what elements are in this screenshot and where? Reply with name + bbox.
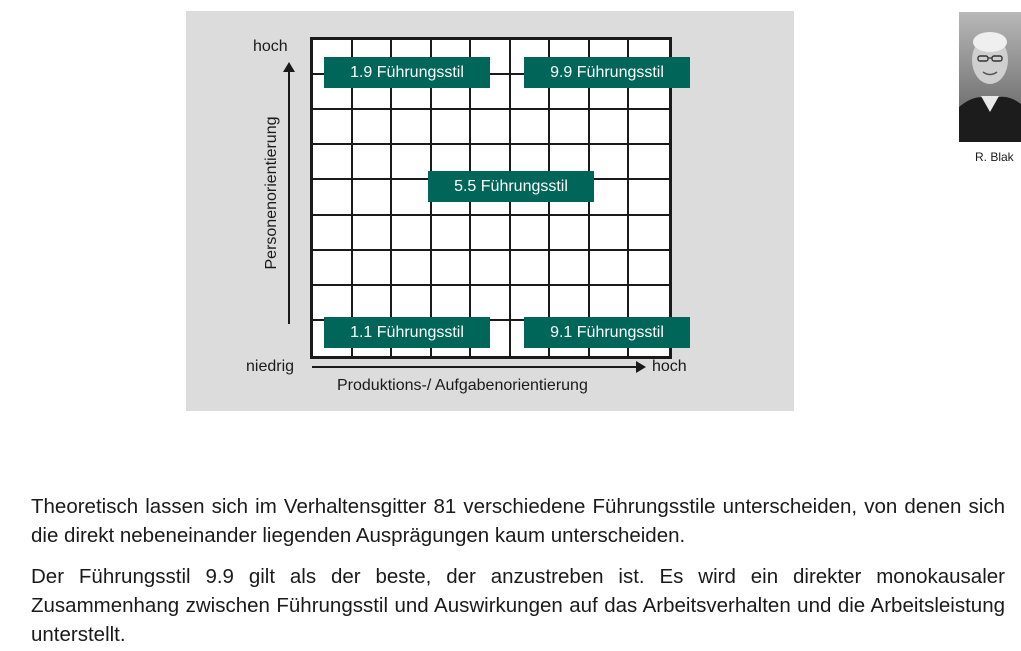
grid-cell (511, 286, 551, 321)
grid-cell (511, 110, 551, 145)
grid-cell (550, 110, 590, 145)
x-axis-title: Produktions-/ Aufgabenorientierung (337, 377, 588, 394)
portrait-photo (959, 12, 1021, 142)
grid-cell (629, 251, 669, 286)
grid-cell (353, 145, 393, 180)
grid-cell (313, 110, 353, 145)
grid-cell (313, 216, 353, 251)
grid-cell (353, 180, 393, 215)
grid-cell (590, 110, 630, 145)
style-box-1-1: 1.1 Führungsstil (324, 317, 490, 348)
grid-cell (392, 110, 432, 145)
grid-cell (432, 286, 472, 321)
grid-cell (629, 110, 669, 145)
grid-cell (590, 251, 630, 286)
grid-cell (392, 216, 432, 251)
grid-cell (432, 110, 472, 145)
grid-cell (353, 216, 393, 251)
style-box-1-9: 1.9 Führungsstil (324, 57, 490, 88)
grid-cell (313, 180, 353, 215)
grid-cell (353, 110, 393, 145)
grid-cell (392, 145, 432, 180)
grid-cell (511, 251, 551, 286)
grid-cell (471, 251, 511, 286)
grid-cell (590, 180, 630, 215)
x-axis-high-label: hoch (652, 358, 687, 375)
grid-cell (471, 110, 511, 145)
grid-cell (471, 286, 511, 321)
grid-cell (432, 251, 472, 286)
y-axis-title: Personenorientierung (263, 116, 280, 270)
grid-cell (392, 251, 432, 286)
grid-cell (629, 145, 669, 180)
grid-cell (629, 216, 669, 251)
style-box-9-1: 9.1 Führungsstil (524, 317, 690, 348)
grid-cell (629, 180, 669, 215)
y-axis-line (288, 70, 290, 324)
grid-cell (313, 251, 353, 286)
grid-cell (432, 216, 472, 251)
grid-cell (590, 216, 630, 251)
grid-cell (313, 286, 353, 321)
paragraph-2: Der Führungsstil 9.9 gilt als der beste, der anzustreben ist. Es wird ein direkter monokausaler Zusammenhang zwischen Führungsstil und Auswirkungen auf das Arbeitsverhalten und die Arbeitsleistung unterstellt. (31, 565, 1005, 646)
grid-cell (313, 145, 353, 180)
grid-cell (392, 180, 432, 215)
grid-cell (590, 145, 630, 180)
portrait-caption: R. Blak (975, 150, 1014, 164)
grid-cell (550, 251, 590, 286)
axis-low-label: niedrig (246, 358, 295, 375)
grid-cell (511, 216, 551, 251)
grid-cell (353, 286, 393, 321)
grid-cell (550, 216, 590, 251)
grid-cell (590, 286, 630, 321)
y-axis-high-label: hoch (253, 38, 288, 55)
grid-cell (353, 251, 393, 286)
style-box-5-5: 5.5 Führungsstil (428, 171, 594, 202)
paragraph-1: Theoretisch lassen sich im Verhaltensgitter 81 verschiedene Führungsstile unterscheiden, von denen sich die direkt nebeneinander liegenden Ausprägungen kaum unterscheiden. (31, 495, 1005, 547)
x-axis-line (312, 366, 638, 368)
x-axis-arrowhead (636, 361, 646, 373)
grid-cell (550, 286, 590, 321)
grid-cell (629, 286, 669, 321)
grid-cell (392, 286, 432, 321)
style-box-9-9: 9.9 Führungsstil (524, 57, 690, 88)
grid-cell (471, 216, 511, 251)
